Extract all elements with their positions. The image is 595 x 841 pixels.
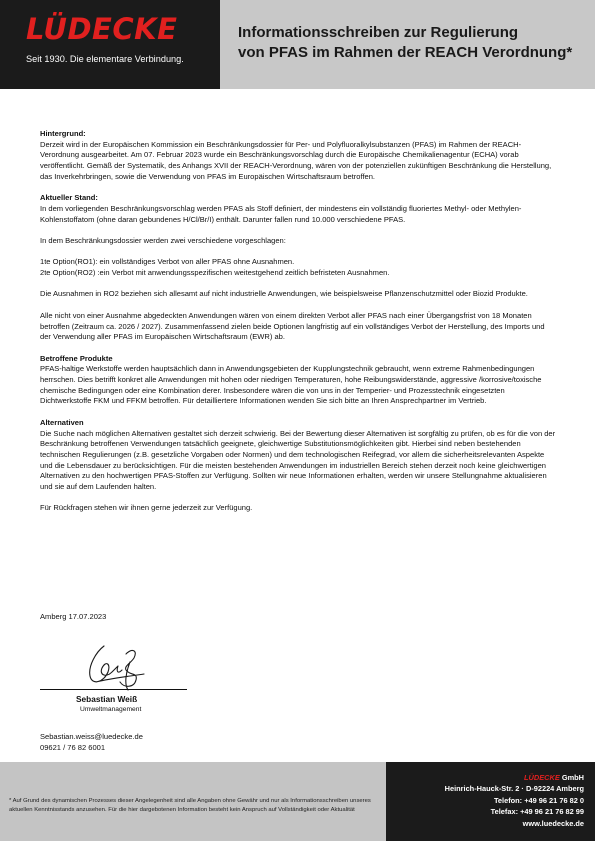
contact-email[interactable]: Sebastian.weiss@luedecke.de — [40, 732, 143, 741]
contact-phone: 09621 / 76 82 6001 — [40, 743, 106, 752]
handwritten-signature — [82, 642, 152, 692]
section-options-intro — [40, 236, 556, 247]
section-verbot — [40, 311, 556, 343]
section-aktueller-stand — [40, 193, 556, 225]
disclaimer-footnote: * Auf Grund des dynamischen Prozesses dieser Angelegenheit sind alle Angaben ohne Gewähr und nur als Informationsschreiben unseres aktuellen Kenntnisstands anzusehen. Für die hier dargebotenen Information besteht kein Anspruch auf Vollständigkeit oder Aktualität — [9, 798, 371, 814]
option-2: 2te Option(RO2) :ein Verbot mit anwendungsspezifischen weitestgehend zeitlich befristeten Ausnahmen. — [40, 268, 390, 278]
company-telefax: Telefax: +49 96 21 76 82 99 — [490, 807, 584, 817]
footer-company-panel — [386, 762, 595, 841]
document-body — [40, 129, 556, 525]
heading-alternativen: Alternativen — [40, 417, 84, 427]
section-hintergrund — [40, 129, 556, 183]
contact-block — [40, 731, 143, 753]
section-betroffene-produkte — [40, 354, 556, 408]
company-address-block — [445, 772, 584, 829]
signatory-name: Sebastian Weiß — [76, 694, 138, 704]
document-title-line-1: Informationsschreiben zur Regulierung — [238, 24, 519, 41]
section-alternativen — [40, 418, 556, 493]
company-address: Heinrich-Hauck-Str. 2 · D-92224 Amberg — [444, 784, 584, 794]
company-legal-form: GmbH — [559, 773, 584, 782]
document-date: Amberg 17.07.2023 — [40, 612, 107, 621]
paragraph-hintergrund: Derzeit wird in der Europäischen Kommission ein Beschränkungsdossier für Per- und Polyfluoralkylsubstanzen (PFAS) im Rahmen der REACH-Verordnung ausgearbeitet. Am 07. Februar 2023 wurde ein Beschränkungsvorschlag durch die Europäische Chemikalienagentur (ECHA) vorab veröffentlicht. Gemäß der Systematik, des Anhangs XVII der REACH-Verordnung, wären von der potenziellen zukünftigen Beschränkung die Herstellung, das Inverkehrbringen, sowie die Verwendung von PFAS im Europäischen Wirtschaftsraum betroffen. — [40, 139, 552, 181]
section-rueckfragen — [40, 503, 556, 514]
paragraph-alternativen: Die Suche nach möglichen Alternativen gestaltet sich derzeit schwierig. Bei der Bewertung dieser Alternativen ist sorgfältig zu prüfen, ob es für die von der Beschränkung betroffenen Verwendungen tatsächlich geeignete, gleichwertige Substitutionsmöglichkeiten gibt. Hierbei sind neben bestehenden technischen Regulierungen (z.B. gesetzliche Vorgaben oder Normen) und dem technologischen Reifegrad, vor allem die sicherheitsrelevanten Aspekte und die Lebensdauer zu berücksichtigen. Für die meisten bestehenden Anwendungen im industriellen Bereich stehen derzeit noch keine gleichwertigen Alternativen zu den hochwertigen PFAS-Stoffen zur Verfügung. Sollten wir neue Informationen erhalten, werden wir unsere Stellungnahme aktualisieren und sie auf dem Laufenden halten. — [40, 428, 556, 492]
paragraph-rueckfragen: Für Rückfragen stehen wir ihnen gerne jederzeit zur Verfügung. — [40, 503, 253, 513]
option-1: 1te Option(RO1): ein vollständiges Verbot von aller PFAS ohne Ausnahmen. — [40, 257, 295, 267]
company-website[interactable]: www.luedecke.de — [522, 818, 584, 828]
document-title — [238, 23, 588, 63]
paragraph-aktueller-stand: In dem vorliegenden Beschränkungsvorschlag werden PFAS als Stoff definiert, der mindestens ein vollständig fluoriertes Methyl- oder Methylen- Kohlenstoffatom (ohne daran gebundenes H/Cl/Br/I) enthält. Darunter fallen rund 10.000 verschiedene PFAS. — [40, 203, 522, 224]
section-options — [40, 257, 556, 278]
paragraph-ausnahmen: Die Ausnahmen in RO2 beziehen sich allesamt auf nicht industrielle Anwendungen, wie beispielsweise Pflanzenschutzmittel oder Biozid Produkte. — [40, 289, 528, 299]
section-ausnahmen — [40, 289, 556, 300]
company-name — [445, 772, 584, 783]
company-brand: LÜDECKE — [524, 773, 560, 782]
header-brand-panel — [0, 0, 220, 89]
paragraph-betroffene-produkte: PFAS-haltige Werkstoffe werden hauptsächlich dann in Anwendungsgebieten der Kupplungstechnik gebraucht, wenn extreme Rahmenbedingungen herrschen. Dies betrifft konkret alle Anwendungen mit hohen oder niedrigen Temperaturen, hohe Reibungswiderstände, aggressive /korrosive/toxische chemische Bedingungen oder eine Kombination derer. Insbesondere wären die von uns in der Temperier- und Prozesstechnik eingesetzten Dichtwerkstoffe FKM und FFKM betroffen. Für detailliertere Informationen wenden Sie sich bitte an Ihren Ansprechpartner im Vertrieb. — [40, 364, 542, 406]
paragraph-options-intro: In dem Beschränkungsdossier werden zwei verschiedene vorgeschlagen: — [40, 236, 286, 245]
footer-note-panel — [0, 762, 386, 841]
header-title-panel — [220, 0, 595, 89]
company-tagline: Seit 1930. Die elementare Verbindung. — [26, 54, 184, 64]
company-telefon: Telefon: +49 96 21 76 82 0 — [493, 795, 584, 805]
heading-betroffene-produkte: Betroffene Produkte — [40, 353, 113, 363]
signature-line — [40, 689, 187, 690]
company-logo: LÜDECKE — [26, 12, 178, 46]
paragraph-verbot: Alle nicht von einer Ausnahme abgedeckten Anwendungen wären von einem direkten Verbot aller PFAS nach einer Übergangsfrist von 18 Monaten betroffen (Zeitraum ca. 2026 / 2027). Zusammenfassend zielen beide Optionen langfristig auf ein vollständiges Verbot der Herstellung, des Imports und der Verwendung aller PFAS im Europäischen Wirtschaftsraum (EWR) ab. — [40, 310, 545, 342]
document-title-line-2: von PFAS im Rahmen der REACH Verordnung* — [238, 44, 573, 61]
signatory-role: Umweltmanagement — [80, 706, 142, 713]
heading-aktueller-stand: Aktueller Stand: — [40, 193, 98, 203]
heading-hintergrund: Hintergrund: — [40, 129, 86, 138]
